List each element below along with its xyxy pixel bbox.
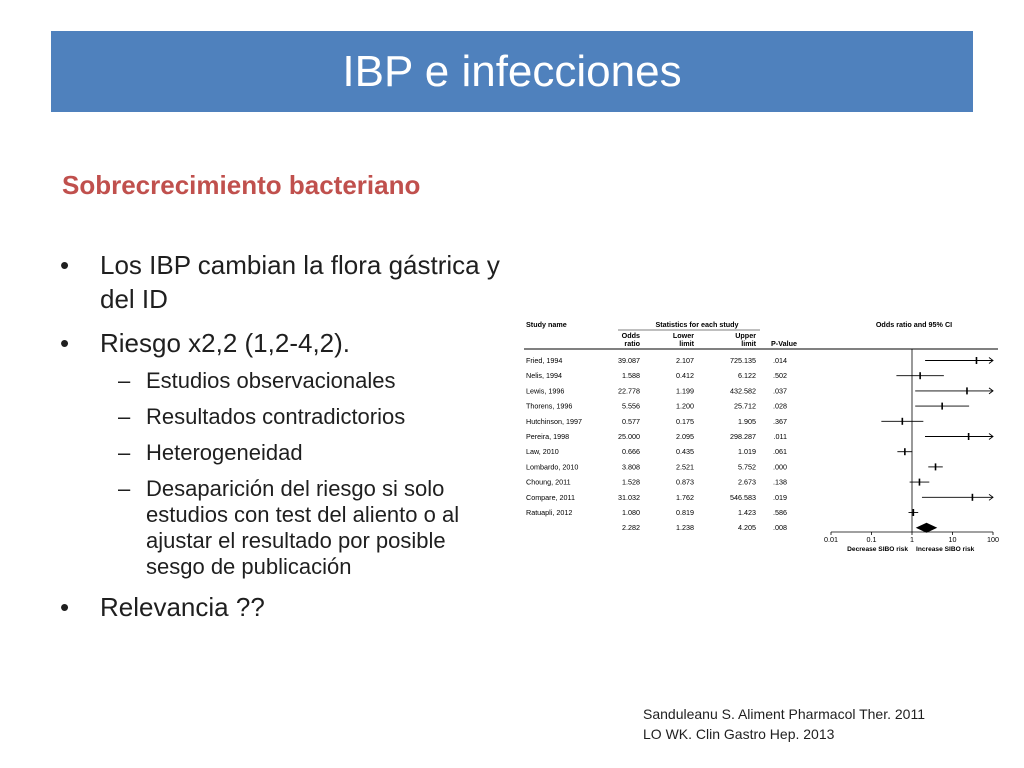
upper-limit-value: 1.019: [738, 447, 756, 457]
lower-limit-value: 1.200: [676, 401, 694, 411]
study-name: Lewis, 1996: [526, 386, 565, 396]
bullet-dash-icon: –: [118, 368, 131, 393]
p-value: .019: [773, 492, 787, 502]
odds-ratio-value: 1.588: [622, 371, 640, 381]
header-upper-line1: Upper: [735, 331, 756, 340]
lower-limit-value: 1.199: [676, 386, 694, 396]
bullet-text: Desaparición del riesgo si solo estudios con test del aliento o al ajustar el resultado por posible sesgo de publicación: [146, 476, 460, 579]
bullet-text: Resultados contradictorios: [146, 404, 406, 429]
sub-bullet-item: [60, 476, 500, 580]
title-bar: [51, 31, 973, 112]
study-name: Fried, 1994: [526, 356, 563, 365]
odds-ratio-value: 1.528: [622, 477, 640, 487]
study-name: Nelis, 1994: [526, 371, 562, 381]
lower-limit-value: 2.095: [676, 432, 694, 441]
header-p: P-Value: [771, 339, 797, 348]
bullet-dot-icon: •: [60, 328, 70, 358]
upper-limit-value: 2.673: [738, 477, 756, 487]
lower-limit-value: 0.873: [676, 477, 694, 487]
upper-limit-value: 6.122: [738, 371, 756, 381]
header-lower-line1: Lower: [672, 331, 694, 340]
study-name: Ratuapli, 2012: [526, 508, 573, 517]
p-value: .061: [773, 447, 787, 457]
lower-limit-value: 2.521: [676, 462, 694, 472]
bullet-text: Los IBP cambian la flora gástrica y del ID: [100, 250, 500, 314]
header-or-line1: Odds: [621, 331, 640, 340]
x-tick-label: 10: [948, 535, 957, 544]
forest-plot: [522, 312, 1000, 558]
sub-bullet-item: [60, 404, 500, 430]
header-or-line2: ratio: [624, 339, 640, 348]
bullet-item: [60, 248, 500, 316]
sub-bullet-item: [60, 368, 500, 394]
p-value: .008: [773, 523, 787, 533]
x-tick-label: 0.01: [824, 535, 838, 544]
references: [643, 704, 925, 744]
x-tick-label: 0.1: [866, 535, 877, 544]
pooled-diamond: [916, 523, 938, 533]
study-name: Lombardo, 2010: [526, 462, 579, 472]
p-value: .586: [773, 508, 787, 517]
lower-limit-value: 0.435: [676, 447, 694, 457]
lower-limit-value: 0.175: [676, 416, 694, 426]
odds-ratio-value: 25.000: [618, 432, 640, 441]
study-name: Pereira, 1998: [526, 432, 570, 441]
header-stats: Statistics for each study: [655, 320, 739, 329]
x-tick-label: 1: [910, 535, 914, 544]
x-tick-label: 100: [987, 535, 999, 544]
study-name: Thorens, 1996: [526, 401, 573, 411]
p-value: .138: [773, 477, 787, 487]
header-plot: Odds ratio and 95% CI: [875, 320, 953, 329]
odds-ratio-value: 0.666: [622, 447, 640, 457]
bullet-item: [60, 326, 500, 360]
lower-limit-value: 1.762: [676, 492, 694, 502]
odds-ratio-value: 3.808: [622, 462, 640, 472]
odds-ratio-value: 39.087: [618, 356, 640, 365]
header-lower-line2: limit: [679, 339, 694, 348]
bullet-text: Heterogeneidad: [146, 440, 303, 465]
bullet-text: Estudios observacionales: [146, 368, 396, 393]
slide-subtitle: Sobrecrecimiento bacteriano: [62, 170, 421, 200]
p-value: .028: [773, 401, 787, 411]
p-value: .367: [773, 416, 787, 426]
axis-label-left: Decrease SIBO risk: [847, 546, 908, 553]
upper-limit-value: 432.582: [730, 386, 756, 396]
reference-1: Sanduleanu S. Aliment Pharmacol Ther. 2011: [643, 706, 925, 722]
upper-limit-value: 1.423: [738, 508, 756, 517]
upper-limit-value: 25.712: [734, 401, 756, 411]
upper-limit-value: 546.583: [730, 492, 756, 502]
study-name: Hutchinson, 1997: [526, 416, 582, 426]
odds-ratio-value: 1.080: [622, 508, 640, 517]
bullet-item: [60, 590, 500, 624]
upper-limit-value: 5.752: [738, 462, 756, 472]
header-study: Study name: [526, 320, 567, 329]
odds-ratio-value: 0.577: [622, 416, 640, 426]
odds-ratio-value: 2.282: [622, 523, 640, 533]
odds-ratio-value: 5.556: [622, 401, 640, 411]
lower-limit-value: 1.238: [676, 523, 694, 533]
bullet-list: [60, 248, 500, 634]
lower-limit-value: 0.412: [676, 371, 694, 381]
study-name: Choung, 2011: [526, 477, 571, 487]
odds-ratio-value: 31.032: [618, 492, 640, 502]
p-value: .000: [773, 462, 787, 472]
lower-limit-value: 0.819: [676, 508, 694, 517]
bullet-dash-icon: –: [118, 440, 131, 465]
p-value: .037: [773, 386, 787, 396]
bullet-dash-icon: –: [118, 476, 131, 501]
odds-ratio-value: 22.778: [618, 386, 640, 396]
p-value: .014: [773, 356, 787, 365]
bullet-dash-icon: –: [118, 404, 131, 429]
upper-limit-value: 1.905: [738, 416, 756, 426]
bullet-text: Riesgo x2,2 (1,2-4,2).: [100, 328, 351, 358]
p-value: .502: [773, 371, 787, 381]
bullet-dot-icon: •: [60, 250, 70, 280]
p-value: .011: [773, 432, 787, 441]
sub-bullet-item: [60, 440, 500, 466]
bullet-text: Relevancia ??: [100, 592, 265, 622]
axis-label-right: Increase SIBO risk: [916, 546, 975, 553]
upper-limit-value: 298.287: [730, 432, 756, 441]
header-upper-line2: limit: [741, 339, 756, 348]
reference-2: LO WK. Clin Gastro Hep. 2013: [643, 726, 835, 742]
study-name: Law, 2010: [526, 447, 559, 457]
upper-limit-value: 4.205: [738, 523, 756, 533]
study-name: Compare, 2011: [526, 492, 576, 502]
bullet-dot-icon: •: [60, 592, 70, 622]
slide-title: IBP e infecciones: [342, 46, 682, 96]
upper-limit-value: 725.135: [730, 356, 756, 365]
lower-limit-value: 2.107: [676, 356, 694, 365]
